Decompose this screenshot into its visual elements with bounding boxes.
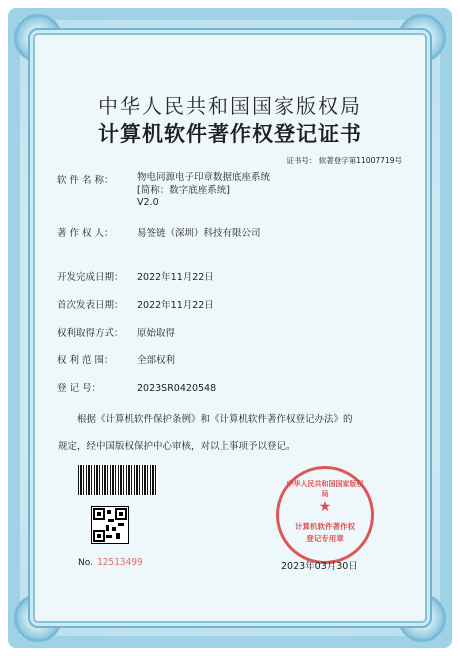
serial-label: No. (78, 558, 93, 568)
field-label: 首次发表日期： (57, 300, 124, 311)
official-seal (276, 466, 374, 564)
field-label: 开发完成日期： (57, 272, 124, 283)
field-rights-scope (57, 352, 175, 366)
issuer-title: 中华人民共和国国家版权局 (98, 94, 362, 118)
field-label: 权 利 范 围： (57, 355, 114, 366)
field-value: 2022年11月22日 (137, 272, 214, 283)
field-value: 原始取得 (137, 328, 176, 339)
field-completion-date (57, 269, 214, 283)
field-value: 2022年11月22日 (137, 300, 214, 311)
serial-value: 12513499 (96, 557, 143, 568)
field-value (137, 172, 270, 210)
certificate-number (286, 155, 402, 166)
cert-no-value: 软著登字第11007719号 (318, 156, 402, 165)
field-label: 软 件 名 称： (57, 175, 114, 186)
field-acquire-method (57, 325, 175, 339)
field-value: 易签链（深圳）科技有限公司 (137, 228, 261, 239)
seal-purpose-text: 计算机软件著作权 (295, 522, 355, 531)
software-name-line: 物电同源电子印章数据底座系统 (137, 172, 271, 183)
field-value: 2023SR0420548 (137, 383, 217, 394)
certificate-title: 计算机软件著作权登记证书 (98, 121, 362, 146)
field-registration-number (57, 380, 216, 394)
legal-basis-line2: 规定，经中国版权保护中心审核，对以上事项予以登记。 (58, 441, 296, 452)
star-icon: ★ (318, 499, 332, 515)
serial-number (78, 557, 143, 568)
field-copyright-owner (57, 225, 261, 239)
field-value: 全部权利 (137, 355, 176, 366)
software-abbrev-line: [简称：数字底座系统] (137, 184, 230, 196)
legal-basis-line1: 根据《计算机软件保护条例》和《计算机软件著作权登记办法》的 (77, 414, 353, 425)
field-publish-date (57, 297, 214, 311)
seal-issuer-text: 中华人民共和国国家版权局 (286, 480, 364, 498)
software-version-line: V2.0 (137, 197, 159, 208)
barcode-icon (78, 465, 158, 495)
seal-usage-text: 登记专用章 (306, 534, 344, 543)
cert-no-label: 证书号： (286, 156, 317, 165)
field-label: 权利取得方式： (57, 328, 124, 339)
issue-date: 2023年03月30日 (281, 561, 358, 572)
qr-code-icon (91, 506, 129, 544)
field-label: 著 作 权 人： (57, 228, 114, 239)
field-software-name (57, 172, 270, 210)
field-label: 登 记 号： (57, 383, 102, 394)
